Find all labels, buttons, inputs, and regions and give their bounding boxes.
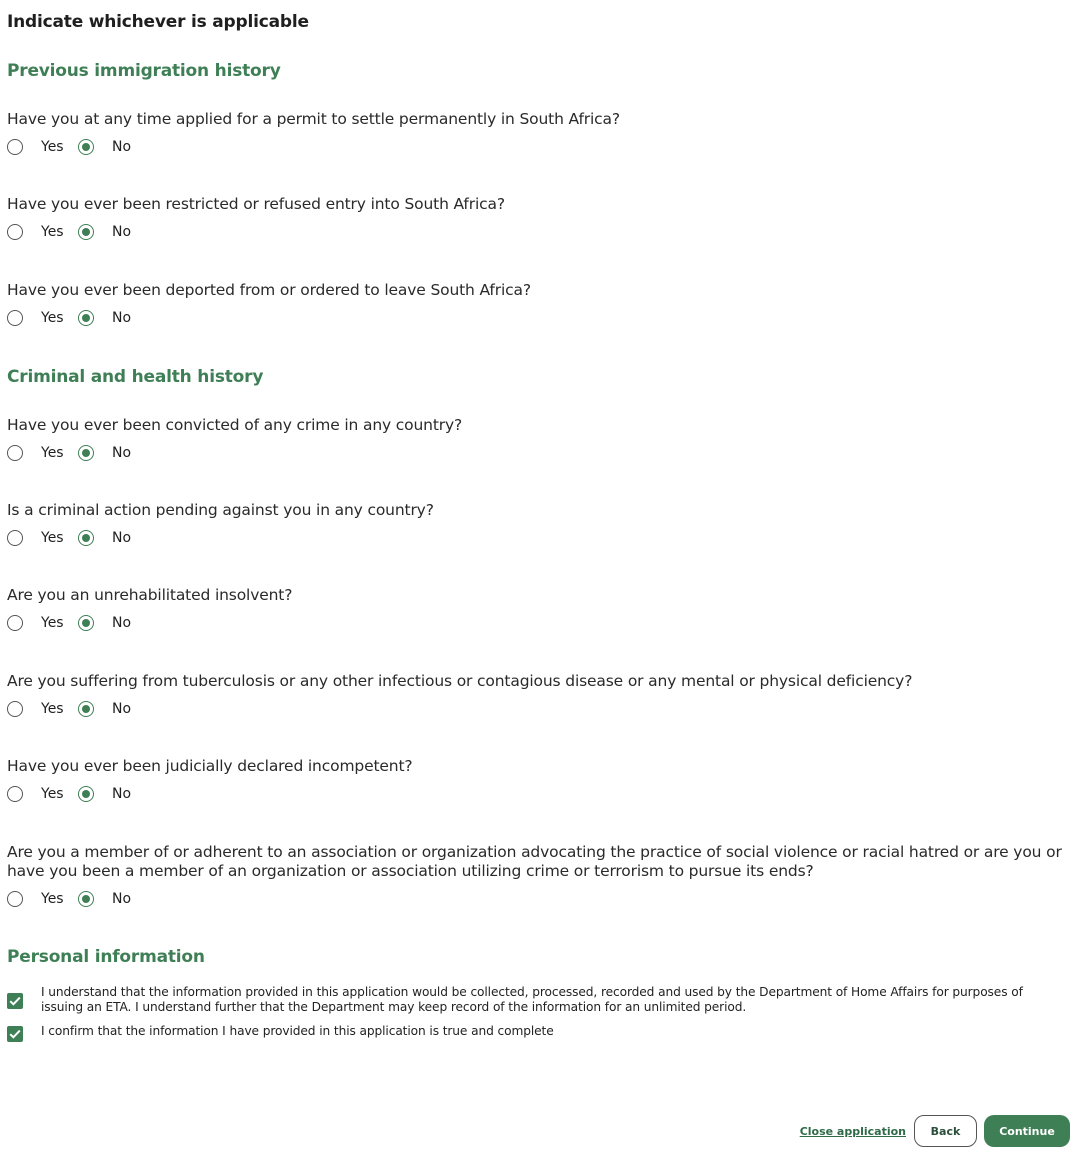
radio-label-no: No [112, 310, 132, 326]
question-text: Have you ever been restricted or refused entry into South Africa? [7, 195, 505, 213]
question-permit-settle [7, 110, 1067, 156]
radio-circle-icon[interactable] [78, 891, 94, 907]
question-text: Are you an unrehabilitated insolvent? [7, 586, 293, 604]
radio-circle-icon[interactable] [78, 445, 94, 461]
question-criminal-action [7, 501, 1067, 547]
radio-circle-icon[interactable] [78, 701, 94, 717]
declaration-text: I confirm that the information I have provided in this application is true and complete [41, 1024, 554, 1038]
radio-yes[interactable] [7, 445, 78, 461]
question-text: Are you a member of or adherent to an association or organization advocating the practice of social violence or racial hatred or are you or have you been a member of an organization or association utilizing crime or terrorism to pursue its ends? [7, 843, 1062, 880]
radio-label-yes: Yes [41, 139, 64, 155]
radio-no[interactable] [78, 786, 131, 802]
radio-yes[interactable] [7, 786, 78, 802]
radio-label-no: No [112, 224, 132, 240]
section-heading-immigration: Previous immigration history [7, 61, 281, 81]
radio-yes[interactable] [7, 530, 78, 546]
radio-yes[interactable] [7, 701, 78, 717]
radio-yes[interactable] [7, 310, 78, 326]
checkbox-checked-icon[interactable] [7, 993, 23, 1009]
radio-no[interactable] [78, 701, 131, 717]
section-heading-criminal-health: Criminal and health history [7, 367, 264, 387]
form-footer [800, 1115, 1070, 1147]
radio-label-no: No [112, 786, 132, 802]
declaration-text: I understand that the information provided in this application would be collected, processed, recorded and used by the Department of Home Affairs for purposes of issuing an ETA. I understand further that the Department may keep record of the information for an unlimited period. [41, 985, 1023, 1014]
radio-label-yes: Yes [41, 891, 64, 907]
radio-label-no: No [112, 445, 132, 461]
radio-circle-icon[interactable] [7, 139, 23, 155]
question-convicted [7, 416, 1067, 462]
radio-yes[interactable] [7, 615, 78, 631]
radio-label-yes: Yes [41, 310, 64, 326]
question-text: Have you ever been deported from or ordered to leave South Africa? [7, 281, 531, 299]
radio-label-yes: Yes [41, 530, 64, 546]
radio-label-yes: Yes [41, 445, 64, 461]
radio-yes[interactable] [7, 891, 78, 907]
radio-group [7, 890, 1067, 908]
radio-label-yes: Yes [41, 615, 64, 631]
radio-no[interactable] [78, 615, 131, 631]
page-title: Indicate whichever is applicable [7, 12, 309, 32]
radio-circle-icon[interactable] [7, 891, 23, 907]
radio-circle-icon[interactable] [7, 224, 23, 240]
radio-label-no: No [112, 530, 132, 546]
declaration-confirm-true [7, 1024, 1067, 1042]
question-text: Is a criminal action pending against you in any country? [7, 501, 434, 519]
question-deported [7, 281, 1067, 327]
radio-no[interactable] [78, 224, 131, 240]
declarations [7, 985, 1067, 1042]
radio-circle-icon[interactable] [78, 139, 94, 155]
radio-circle-icon[interactable] [78, 530, 94, 546]
question-text: Have you ever been judicially declared incompetent? [7, 757, 413, 775]
radio-circle-icon[interactable] [7, 615, 23, 631]
radio-no[interactable] [78, 139, 131, 155]
question-text: Are you suffering from tuberculosis or any other infectious or contagious disease or any mental or physical deficiency? [7, 672, 913, 690]
radio-group [7, 785, 1067, 803]
question-text: Have you ever been convicted of any crime in any country? [7, 416, 463, 434]
radio-circle-icon[interactable] [7, 530, 23, 546]
radio-circle-icon[interactable] [78, 786, 94, 802]
radio-circle-icon[interactable] [7, 445, 23, 461]
radio-label-no: No [112, 701, 132, 717]
radio-no[interactable] [78, 530, 131, 546]
radio-label-no: No [112, 891, 132, 907]
radio-group [7, 444, 1067, 462]
radio-yes[interactable] [7, 139, 78, 155]
question-association [7, 843, 1067, 908]
radio-no[interactable] [78, 445, 131, 461]
continue-button[interactable]: Continue [984, 1115, 1070, 1147]
radio-group [7, 138, 1067, 156]
radio-label-yes: Yes [41, 701, 64, 717]
section-heading-personal-info: Personal information [7, 947, 205, 967]
radio-group [7, 309, 1067, 327]
radio-label-no: No [112, 139, 132, 155]
declaration-data-processing [7, 985, 1067, 1015]
radio-circle-icon[interactable] [78, 310, 94, 326]
checkbox-checked-icon[interactable] [7, 1026, 23, 1042]
radio-no[interactable] [78, 891, 131, 907]
radio-label-no: No [112, 615, 132, 631]
question-insolvent [7, 586, 1067, 632]
close-application-link[interactable]: Close application [799, 1124, 906, 1138]
radio-label-yes: Yes [41, 224, 64, 240]
radio-no[interactable] [78, 310, 131, 326]
radio-circle-icon[interactable] [78, 224, 94, 240]
radio-circle-icon[interactable] [7, 786, 23, 802]
radio-group [7, 700, 1067, 718]
question-text: Have you at any time applied for a permit to settle permanently in South Africa? [7, 110, 620, 128]
radio-label-yes: Yes [41, 786, 64, 802]
question-refused-entry [7, 195, 1067, 241]
back-button[interactable]: Back [914, 1115, 977, 1147]
radio-circle-icon[interactable] [7, 701, 23, 717]
question-incompetent [7, 757, 1067, 803]
radio-circle-icon[interactable] [78, 615, 94, 631]
radio-group [7, 223, 1067, 241]
radio-group [7, 529, 1067, 547]
radio-circle-icon[interactable] [7, 310, 23, 326]
radio-yes[interactable] [7, 224, 78, 240]
radio-group [7, 614, 1067, 632]
question-disease [7, 672, 1067, 718]
